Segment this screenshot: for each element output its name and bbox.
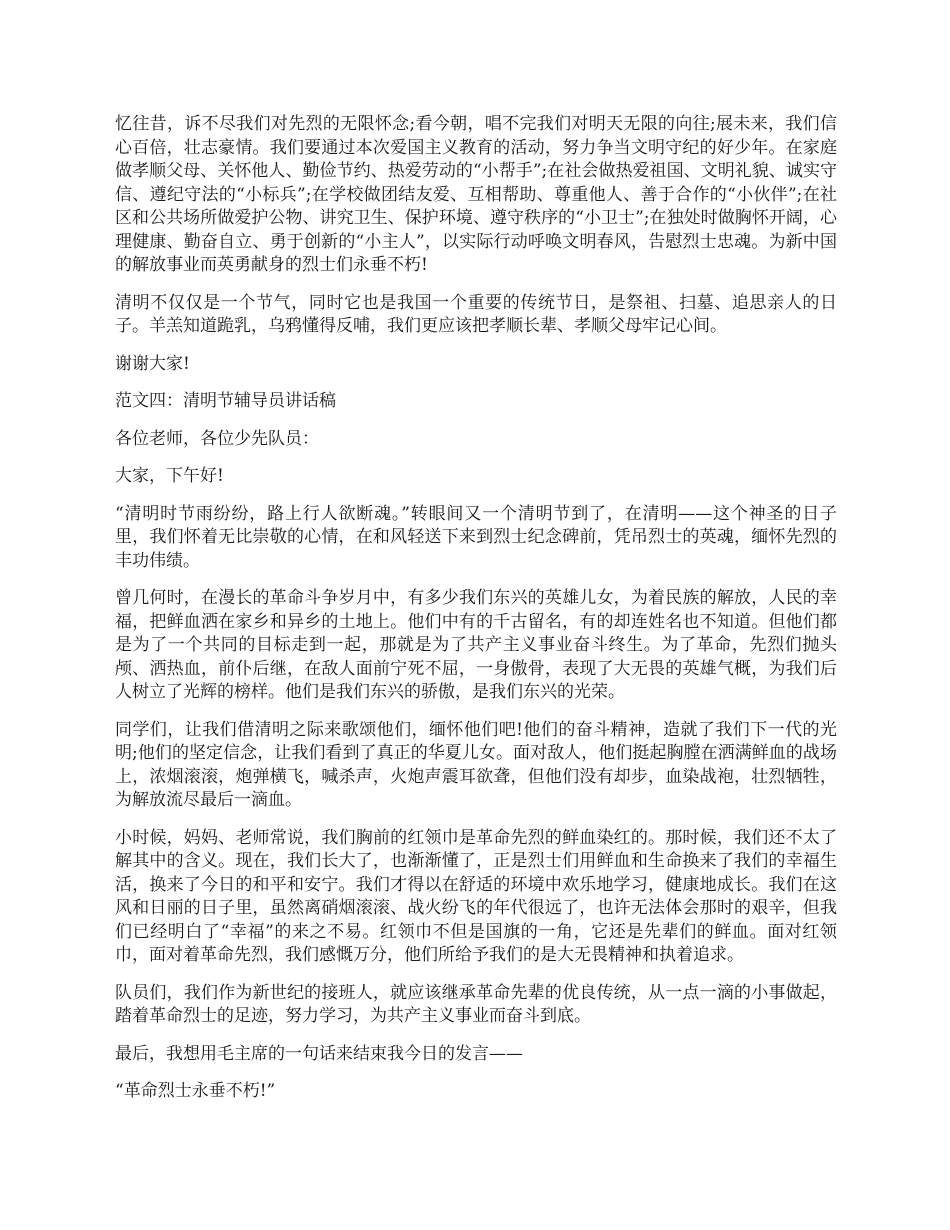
paragraph-12: 最后，我想用毛主席的一句话来结束我今日的发言—— [115,1043,523,1064]
paragraph-1: 忆往昔，诉不尽我们对先烈的无限怀念;看今朝，唱不完我们对明天无限的向往;展未来，我们信心百倍，壮志豪情。我们要通过本次爱国主义教育的活动，努力争当文明守纪的好少年。在家庭做孝顺父母、关怀他人、勤俭节约、热爱劳动的“小帮手”;在社会做热爱祖国、文明礼貌、诚实守信、遵纪守法的“小标兵”;在学校做团结友爱、互相帮助、尊重他人、善于合作的“小伙伴”;在社区和公共场所做爱护公物、讲究卫生、保护环境、遵守秩序的“小卫士”;在独处时做胸怀开阔，心理健康、勤奋自立、勇于创新的“小主人”，以实际行动呼唤文明春风，告慰烈士忠魂。为新中国的解放事业而英勇献身的烈士们永垂不朽! [115,114,837,275]
paragraph-2: 清明不仅仅是一个节气，同时它也是我国一个重要的传统节日，是祭祖、扫墓、追思亲人的日子。羊羔知道跪乳，乌鸦懂得反哺，我们更应该把孝顺长辈、孝顺父母牢记心间。 [115,292,837,336]
paragraph-10: 小时候，妈妈、老师常说，我们胸前的红领巾是革命先烈的鲜血染红的。那时候，我们还不太了解其中的含义。现在，我们长大了，也渐渐懂了，正是烈士们用鲜血和生命换来了我们的幸福生活，换来了今日的和平和安宁。我们才得以在舒适的环境中欢乐地学习，健康地成长。我们在这风和日丽的日子里，虽然离硝烟滚滚、战火纷飞的年代很远了，也许无法体会那时的艰辛，但我们已经明白了“幸福”的来之不易。红领巾不但是国旗的一角，它还是先辈们的鲜血。面对红领巾，面对着革命先烈，我们感慨万分，他们所给予我们的是大无畏精神和执着追求。 [115,827,837,965]
greeting: 大家，下午好! [115,466,224,486]
paragraph-3: 谢谢大家! [115,353,190,374]
paragraph-9: 同学们，让我们借清明之际来歌颂他们，缅怀他们吧!他们的奋斗精神，造就了我们下一代的光明;他们的坚定信念，让我们看到了真正的华夏儿女。面对敌人，他们挺起胸膛在洒满鲜血的战场上，浓烟滚滚，炮弹横飞，喊杀声，火炮声震耳欲聋，但他们没有却步，血染战袍，壮烈牺牲，为解放流尽最后一滴血。 [115,719,837,810]
closing-quote: “革命烈士永垂不朽!” [115,1081,276,1101]
section-title: 范文四：清明节辅导员讲话稿 [115,391,336,411]
document-body [115,113,837,1118]
paragraph-7: “清明时节雨纷纷，路上行人欲断魂。”转眼间又一个清明节到了，在清明——这个神圣的日子里，我们怀着无比崇敬的心情，在和风轻送下来到烈士纪念碑前，凭吊烈士的英魂，缅怀先烈的丰功伟绩。 [115,503,837,571]
paragraph-8: 曾几何时，在漫长的革命斗争岁月中，有多少我们东兴的英雄儿女，为着民族的解放，人民的幸福，把鲜血洒在家乡和异乡的土地上。他们中有的千古留名，有的却连姓名也不知道。但他们都是为了一个共同的目标走到一起，那就是为了共产主义事业奋斗终生。为了革命，先烈们抛头颅、洒热血，前仆后继，在敌人面前宁死不屈，一身傲骨，表现了大无畏的英雄气概，为我们后人树立了光辉的榜样。他们是我们东兴的骄傲，是我们东兴的光荣。 [115,588,837,702]
salutation: 各位老师，各位少先队员： [115,428,319,449]
paragraph-11: 队员们，我们作为新世纪的接班人，就应该继承革命先辈的优良传统，从一点一滴的小事做起，踏着革命烈士的足迹，努力学习，为共产主义事业而奋斗到底。 [115,982,837,1026]
